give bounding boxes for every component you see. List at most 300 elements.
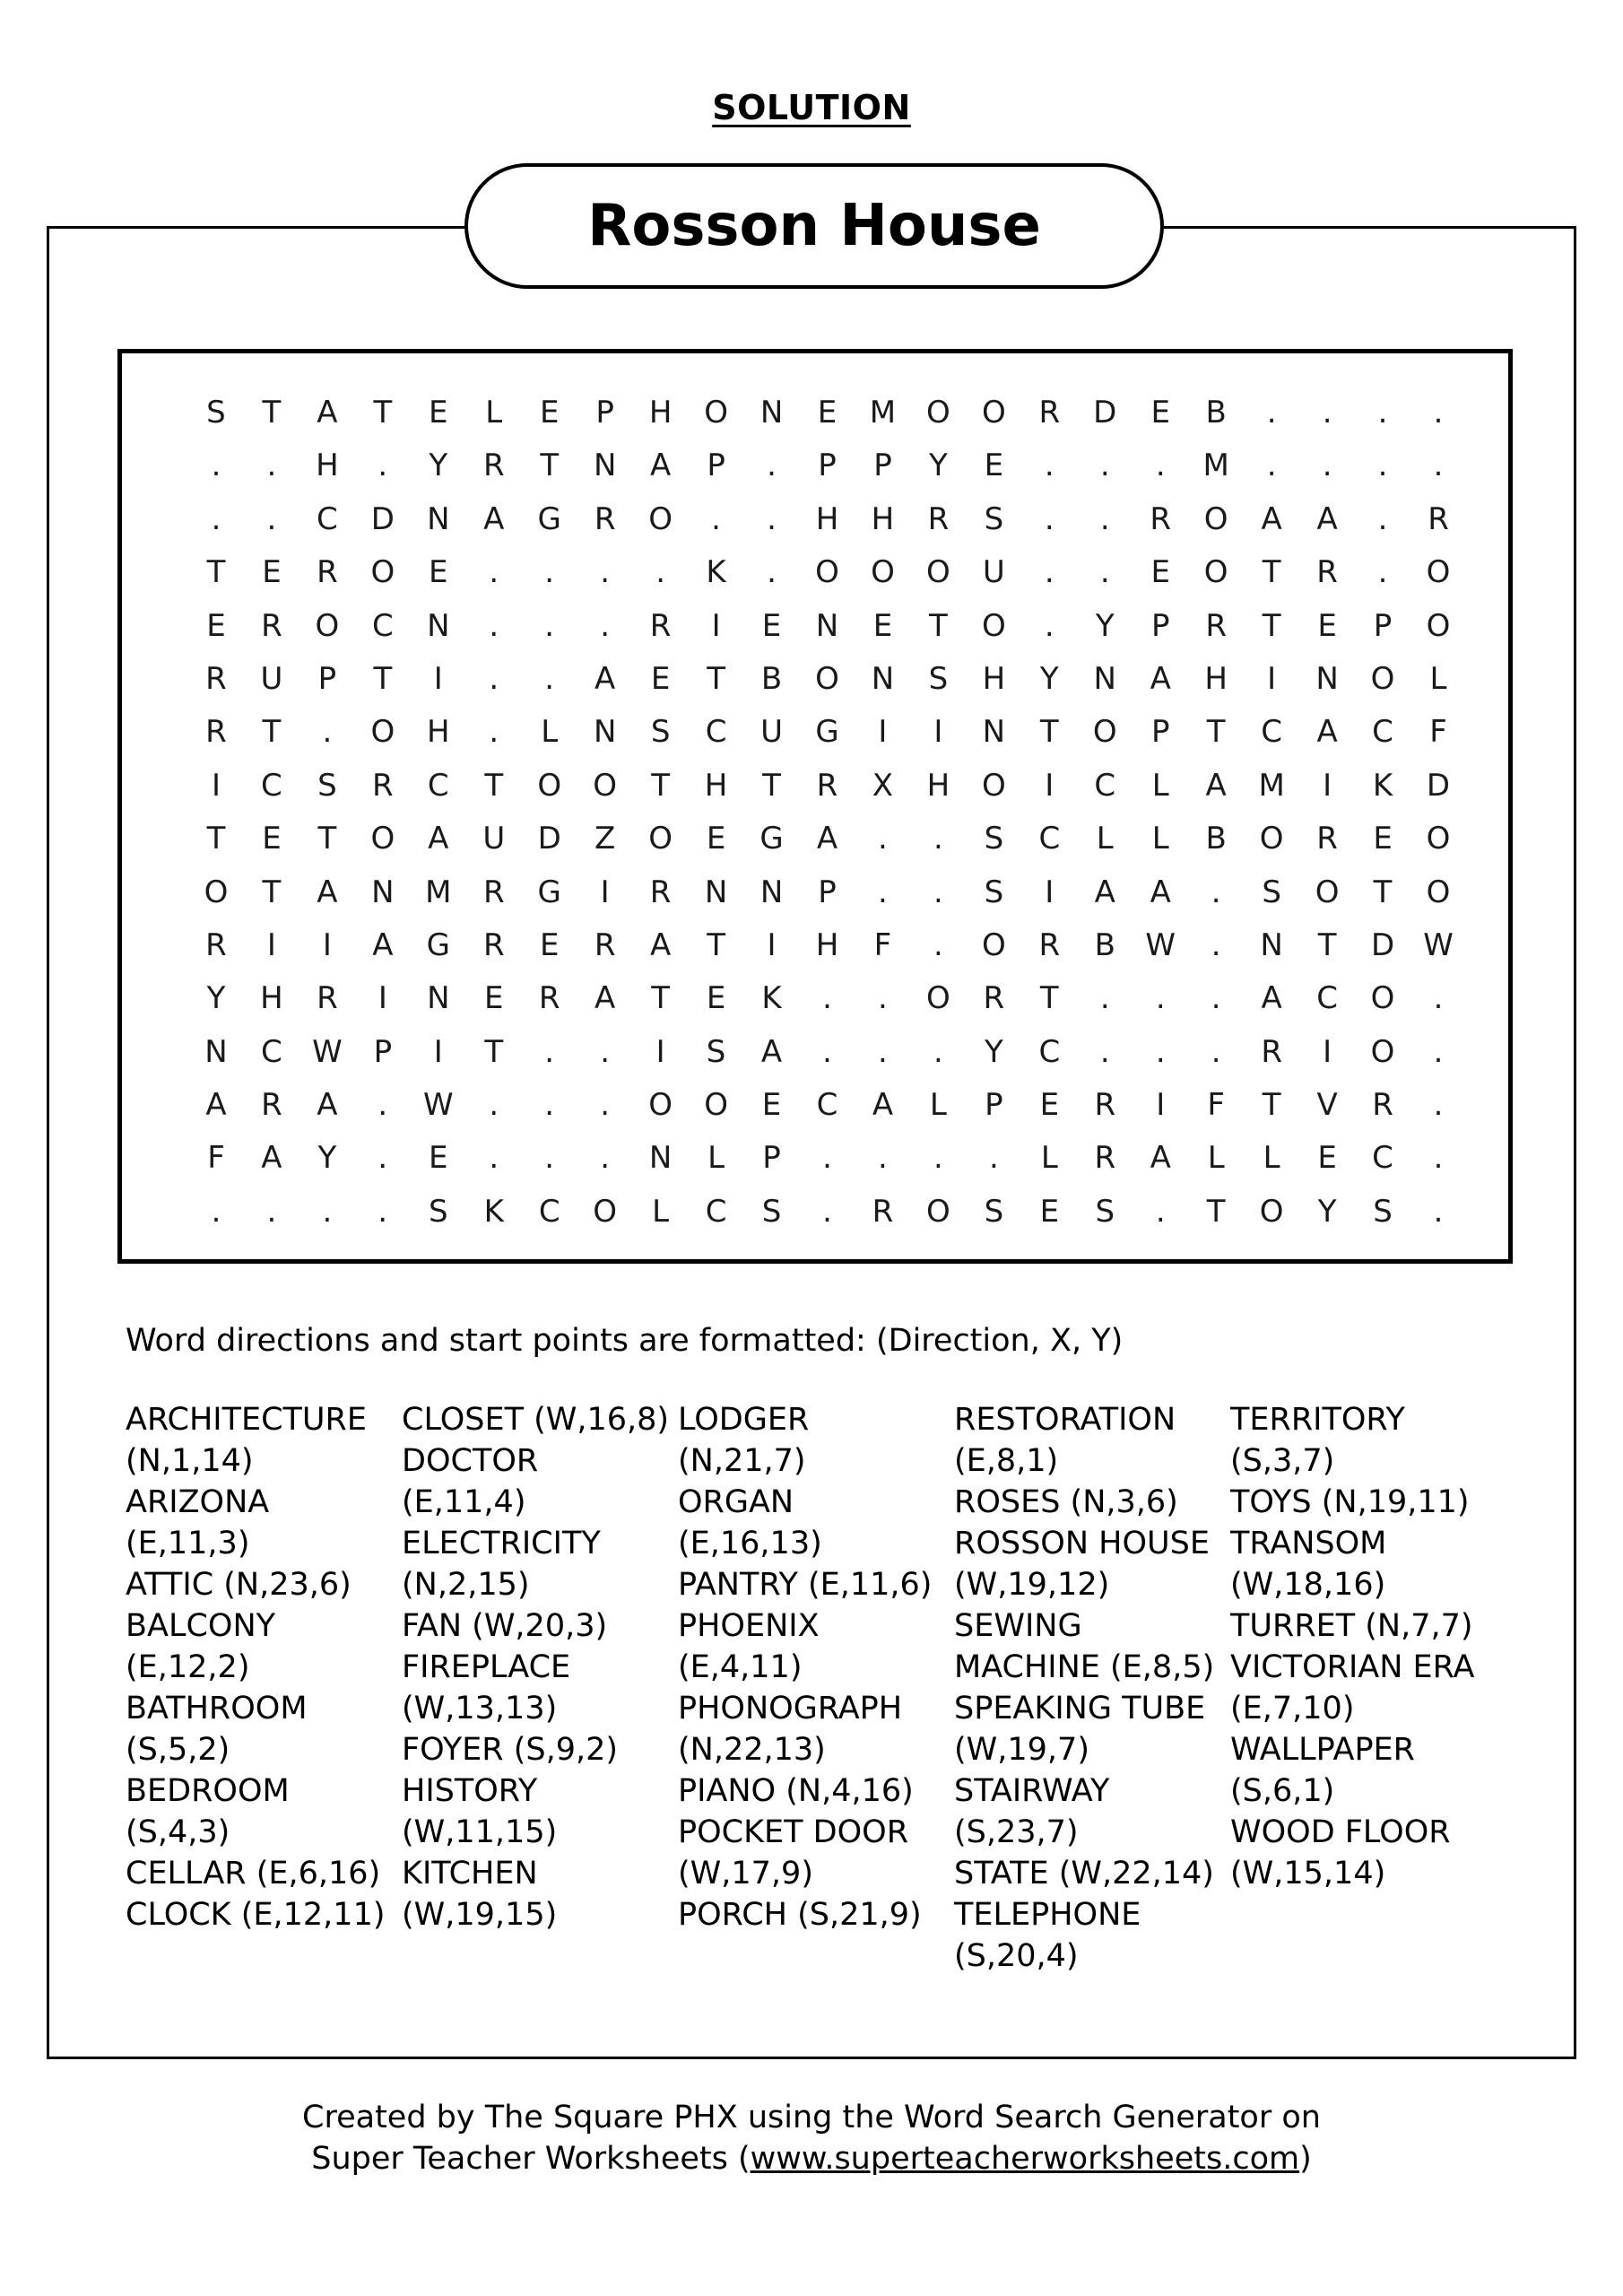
grid-cell: O <box>648 500 673 537</box>
grid-cell: K <box>706 554 726 591</box>
grid-cell: R <box>1316 554 1338 591</box>
grid-cell: E <box>761 1087 782 1124</box>
grid-cell: O <box>1370 660 1395 697</box>
grid-cell: R <box>1038 395 1061 430</box>
grid-cell: . <box>1211 980 1221 1017</box>
grid-cell: F <box>207 1140 225 1177</box>
word-column-1 <box>126 1399 386 1935</box>
grid-cell: . <box>1433 1193 1444 1230</box>
word-entry: (S,20,4) <box>954 1938 1079 1974</box>
grid-cell: N <box>427 607 450 644</box>
grid-cell: U <box>760 714 783 751</box>
word-entry: (W,19,12) <box>954 1567 1110 1603</box>
grid-cell: E <box>484 980 504 1017</box>
grid-cell: T <box>1262 554 1281 591</box>
grid-cell: R <box>649 874 672 910</box>
grid-cell: . <box>767 500 777 537</box>
grid-cell: . <box>1044 607 1055 644</box>
grid-cell: A <box>1150 660 1171 697</box>
grid-cell: O <box>704 1087 728 1124</box>
grid-cell: Y <box>1039 660 1059 697</box>
website-link[interactable]: www.superteacherworksheets.com <box>750 2141 1300 2177</box>
grid-cell: . <box>600 607 611 644</box>
grid-cell: H <box>427 714 450 751</box>
grid-cell: T <box>373 660 393 697</box>
grid-cell: O <box>981 926 1006 963</box>
grid-cell: B <box>1205 395 1227 430</box>
grid-cell: E <box>539 395 560 430</box>
grid-cell: . <box>1155 1033 1166 1070</box>
word-entry: FOYER (S,9,2) <box>402 1732 619 1768</box>
word-entry: BALCONY <box>126 1608 276 1644</box>
grid-cell: A <box>317 874 338 910</box>
word-entry: ORGAN <box>678 1484 794 1520</box>
grid-cell: . <box>655 554 666 591</box>
grid-cell: R <box>1428 500 1449 537</box>
worksheet-title: Rosson House <box>464 163 1164 289</box>
grid-cell: U <box>260 660 283 697</box>
word-column-3 <box>678 1399 932 1935</box>
grid-cell: . <box>767 554 777 591</box>
footer-source-prefix: Super Teacher Worksheets ( <box>311 2141 751 2177</box>
grid-cell: D <box>537 821 561 857</box>
grid-cell: T <box>206 554 226 591</box>
grid-cell: C <box>1372 1140 1393 1177</box>
grid-cell: N <box>982 714 1006 751</box>
grid-cell: A <box>1205 767 1227 804</box>
grid-cell: N <box>704 874 728 910</box>
grid-cell: . <box>1322 448 1332 484</box>
word-entry: BEDROOM <box>126 1773 290 1809</box>
grid-cell: T <box>1206 714 1226 751</box>
grid-cell: . <box>322 1193 333 1230</box>
word-entry: WOOD FLOOR <box>1230 1814 1451 1850</box>
grid-cell: M <box>1258 767 1285 804</box>
solution-label: SOLUTION <box>712 88 911 127</box>
puzzle-grid <box>188 387 1466 1248</box>
grid-cell: R <box>1094 1140 1116 1177</box>
grid-cell: C <box>816 1087 838 1124</box>
word-entry: TERRITORY <box>1230 1402 1405 1438</box>
word-entry: POCKET DOOR <box>678 1814 909 1850</box>
grid-cell: I <box>933 714 943 751</box>
word-entry: (E,16,13) <box>678 1526 822 1561</box>
grid-cell: A <box>428 821 449 857</box>
grid-cell: O <box>204 874 229 910</box>
grid-cell: . <box>211 1193 221 1230</box>
grid-cell: W <box>422 1087 454 1124</box>
grid-cell: . <box>1433 980 1444 1017</box>
word-entry: (S,23,7) <box>954 1814 1079 1850</box>
grid-cell: T <box>1039 980 1059 1017</box>
word-entry: PHONOGRAPH <box>678 1691 903 1726</box>
grid-cell: Y <box>984 1033 1003 1070</box>
footer-source <box>0 2138 1623 2179</box>
word-entry: TELEPHONE <box>954 1897 1141 1933</box>
grid-cell: . <box>878 1140 888 1177</box>
word-entry: (S,4,3) <box>126 1814 230 1850</box>
grid-cell: . <box>933 874 943 910</box>
footer-credit: Created by The Square PHX using the Word Search Generator on <box>302 2100 1321 2135</box>
grid-cell: . <box>1211 926 1221 963</box>
grid-cell: C <box>705 1193 727 1230</box>
grid-cell: O <box>926 1193 950 1230</box>
grid-cell: . <box>767 448 777 484</box>
grid-cell: O <box>981 395 1006 430</box>
grid-cell: A <box>760 1033 783 1070</box>
grid-cell: F <box>1429 714 1447 751</box>
grid-cell: . <box>600 1033 611 1070</box>
grid-cell: I <box>1045 874 1055 910</box>
grid-cell: . <box>266 1193 277 1230</box>
grid-cell: W <box>1145 926 1176 963</box>
grid-cell: N <box>648 1140 673 1177</box>
grid-cell: R <box>372 767 394 804</box>
word-entry: ARCHITECTURE <box>126 1402 367 1438</box>
grid-cell: N <box>815 607 839 644</box>
word-entry: PHOENIX <box>678 1608 820 1644</box>
word-entry: DOCTOR <box>402 1443 539 1479</box>
grid-cell: E <box>872 607 893 644</box>
grid-cell: Y <box>929 448 948 484</box>
word-entry: (N,1,14) <box>126 1443 254 1479</box>
grid-cell: N <box>759 395 784 430</box>
grid-cell: I <box>711 607 721 644</box>
grid-cell: I <box>600 874 610 910</box>
grid-cell: L <box>1151 821 1169 857</box>
grid-cell: N <box>427 500 450 537</box>
grid-cell: R <box>205 660 227 697</box>
word-entry: ROSES (N,3,6) <box>954 1484 1178 1520</box>
word-entry: (N,22,13) <box>678 1732 826 1768</box>
grid-cell: N <box>1315 660 1339 697</box>
grid-cell: I <box>767 926 777 963</box>
grid-cell: F <box>1207 1087 1225 1124</box>
word-entry: ARIZONA <box>126 1484 270 1520</box>
grid-cell: R <box>261 607 282 644</box>
grid-cell: U <box>482 821 506 857</box>
grid-cell: C <box>538 1193 560 1230</box>
grid-cell: T <box>262 874 282 910</box>
grid-cell: H <box>815 500 839 537</box>
grid-cell: R <box>594 500 616 537</box>
grid-cell: T <box>540 448 560 484</box>
grid-cell: R <box>205 926 227 963</box>
grid-cell: . <box>878 821 888 857</box>
grid-cell: . <box>1044 554 1055 591</box>
grid-cell: O <box>537 767 562 804</box>
grid-cell: V <box>1316 1087 1338 1124</box>
word-entry: STAIRWAY <box>954 1773 1110 1809</box>
grid-cell: O <box>1259 821 1284 857</box>
grid-cell: T <box>651 980 670 1017</box>
grid-cell: . <box>1322 395 1332 430</box>
grid-cell: I <box>1156 1087 1166 1124</box>
grid-cell: L <box>485 395 503 430</box>
grid-cell: G <box>426 926 450 963</box>
grid-cell: Z <box>595 821 616 857</box>
grid-cell: . <box>211 448 221 484</box>
grid-cell: P <box>1150 714 1170 751</box>
grid-cell: N <box>759 874 784 910</box>
grid-cell: R <box>317 980 338 1017</box>
grid-cell: . <box>378 1193 388 1230</box>
grid-cell: R <box>1261 1033 1282 1070</box>
grid-cell: Y <box>317 1140 337 1177</box>
grid-cell: K <box>761 980 782 1017</box>
word-entry: BATHROOM <box>126 1691 308 1726</box>
grid-cell: A <box>317 395 338 430</box>
grid-cell: A <box>317 1087 338 1124</box>
grid-cell: P <box>1150 607 1170 644</box>
grid-cell: S <box>928 660 949 697</box>
grid-cell: S <box>429 1193 448 1230</box>
grid-cell: O <box>815 554 839 591</box>
grid-cell: I <box>1045 767 1055 804</box>
grid-cell: . <box>544 607 555 644</box>
grid-cell: . <box>1433 1087 1444 1124</box>
grid-cell: . <box>822 1140 832 1177</box>
grid-cell: H <box>316 448 339 484</box>
grid-cell: C <box>1316 980 1338 1017</box>
word-entry: ROSSON HOUSE <box>954 1526 1210 1561</box>
grid-cell: R <box>1150 500 1172 537</box>
word-entry: (W,11,15) <box>402 1814 558 1850</box>
grid-cell: . <box>1433 1033 1444 1070</box>
grid-cell: C <box>1094 767 1116 804</box>
grid-cell: R <box>482 874 505 910</box>
grid-cell: T <box>206 821 226 857</box>
grid-cell: Y <box>206 980 226 1017</box>
word-entry: RESTORATION <box>954 1402 1176 1438</box>
grid-cell: . <box>489 607 499 644</box>
grid-cell: N <box>871 660 895 697</box>
word-entry: HISTORY <box>402 1773 538 1809</box>
word-entry: (W,15,14) <box>1230 1856 1386 1892</box>
grid-cell: O <box>370 714 395 751</box>
grid-cell: . <box>1433 395 1444 430</box>
grid-cell: E <box>1150 554 1170 591</box>
grid-cell: . <box>1211 874 1221 910</box>
grid-cell: O <box>1259 1193 1284 1230</box>
grid-cell: H <box>1204 660 1228 697</box>
grid-cell: H <box>926 767 950 804</box>
grid-cell: . <box>878 874 888 910</box>
grid-cell: N <box>204 1033 228 1070</box>
word-entry: TURRET (N,7,7) <box>1230 1608 1473 1644</box>
word-entry: PIANO (N,4,16) <box>678 1773 914 1809</box>
grid-cell: . <box>878 980 888 1017</box>
grid-cell: O <box>370 554 395 591</box>
grid-cell: S <box>317 767 337 804</box>
grid-cell: R <box>538 980 560 1017</box>
grid-cell: P <box>1373 607 1393 644</box>
grid-cell: R <box>1038 926 1061 963</box>
grid-cell: E <box>262 821 282 857</box>
grid-cell: T <box>707 660 725 697</box>
grid-cell: H <box>648 395 673 430</box>
grid-cell: O <box>593 1193 618 1230</box>
grid-cell: E <box>1317 607 1337 644</box>
grid-cell: . <box>1377 554 1388 591</box>
grid-cell: O <box>1315 874 1340 910</box>
grid-cell: T <box>262 395 282 430</box>
word-entry: (E,7,10) <box>1230 1691 1355 1726</box>
grid-cell: M <box>425 874 452 910</box>
grid-cell: . <box>1266 448 1277 484</box>
grid-cell: R <box>1372 1087 1393 1124</box>
grid-cell: S <box>1095 1193 1115 1230</box>
grid-cell: A <box>372 926 394 963</box>
grid-cell: C <box>317 500 338 537</box>
grid-cell: A <box>595 660 616 697</box>
grid-cell: O <box>704 395 728 430</box>
grid-cell: . <box>1044 448 1055 484</box>
grid-cell: L <box>541 714 559 751</box>
grid-cell: E <box>1039 1193 1060 1230</box>
grid-cell: S <box>984 874 1004 910</box>
word-entry: (W,19,7) <box>954 1732 1089 1768</box>
grid-cell: D <box>1093 395 1117 430</box>
grid-cell: R <box>649 607 672 644</box>
grid-cell: M <box>869 395 897 430</box>
grid-cell: . <box>322 714 333 751</box>
directions-note: Word directions and start points are formatted: (Direction, X, Y) <box>126 1323 1124 1359</box>
grid-cell: O <box>1426 821 1451 857</box>
grid-cell: E <box>539 926 560 963</box>
grid-cell: E <box>262 554 282 591</box>
grid-cell: L <box>1096 821 1114 857</box>
grid-cell: R <box>1316 821 1338 857</box>
grid-cell: B <box>760 660 783 697</box>
grid-cell: O <box>871 554 895 591</box>
word-entry: (E,8,1) <box>954 1443 1059 1479</box>
grid-cell: C <box>371 607 394 644</box>
grid-cell: . <box>1099 1033 1110 1070</box>
word-entry: ATTIC (N,23,6) <box>126 1567 352 1603</box>
grid-cell: . <box>489 660 499 697</box>
grid-cell: I <box>433 660 443 697</box>
grid-cell: . <box>933 1140 943 1177</box>
grid-cell: G <box>759 821 784 857</box>
grid-cell: D <box>370 500 395 537</box>
grid-cell: O <box>593 767 618 804</box>
grid-cell: . <box>489 554 499 591</box>
grid-cell: R <box>872 1193 894 1230</box>
word-entry: (W,19,15) <box>402 1897 558 1933</box>
grid-cell: O <box>1426 874 1451 910</box>
word-entry: (E,12,2) <box>126 1649 250 1685</box>
grid-cell: M <box>1202 448 1229 484</box>
grid-cell: I <box>878 714 888 751</box>
grid-cell: O <box>1203 554 1228 591</box>
grid-cell: A <box>1261 980 1282 1017</box>
grid-cell: R <box>482 448 505 484</box>
grid-cell: T <box>651 767 670 804</box>
grid-cell: O <box>926 554 950 591</box>
grid-cell: L <box>1207 1140 1225 1177</box>
word-column-2 <box>402 1399 669 1935</box>
grid-cell: . <box>544 1087 555 1124</box>
grid-cell: P <box>373 1033 393 1070</box>
grid-cell: A <box>483 500 505 537</box>
grid-cell: . <box>1099 500 1110 537</box>
grid-cell: C <box>1038 821 1061 857</box>
grid-cell: E <box>1150 395 1170 430</box>
grid-cell: . <box>489 1087 499 1124</box>
grid-cell: . <box>1155 1193 1166 1230</box>
grid-cell: E <box>650 660 671 697</box>
grid-cell: . <box>544 660 555 697</box>
grid-cell: E <box>706 821 726 857</box>
grid-cell: A <box>1150 1140 1171 1177</box>
grid-cell: G <box>815 714 839 751</box>
grid-cell: P <box>818 874 837 910</box>
grid-cell: A <box>816 821 838 857</box>
grid-cell: . <box>489 1140 499 1177</box>
grid-cell: T <box>1262 607 1281 644</box>
grid-cell: O <box>370 821 395 857</box>
grid-cell: . <box>544 1140 555 1177</box>
grid-cell: A <box>872 1087 894 1124</box>
grid-cell: . <box>544 554 555 591</box>
word-entry: FIREPLACE <box>402 1649 571 1685</box>
footer-source-suffix: ) <box>1299 2141 1312 2177</box>
word-entry: (S,5,2) <box>126 1732 230 1768</box>
grid-cell: E <box>817 395 838 430</box>
grid-cell: . <box>489 714 499 751</box>
grid-cell: . <box>211 500 221 537</box>
grid-cell: O <box>981 767 1006 804</box>
grid-cell: T <box>1039 714 1059 751</box>
grid-cell: R <box>927 500 950 537</box>
grid-cell: A <box>1316 714 1338 751</box>
grid-cell: E <box>206 607 226 644</box>
grid-cell: . <box>822 1193 832 1230</box>
grid-cell: I <box>433 1033 443 1070</box>
grid-cell: . <box>1266 395 1277 430</box>
grid-cell: P <box>873 448 892 484</box>
word-entry: (N,21,7) <box>678 1443 806 1479</box>
grid-cell: O <box>1426 554 1451 591</box>
grid-cell: D <box>1426 767 1451 804</box>
grid-cell: L <box>929 1087 947 1124</box>
grid-cell: C <box>427 767 449 804</box>
grid-cell: . <box>1377 395 1388 430</box>
grid-cell: T <box>373 395 393 430</box>
grid-cell: . <box>1044 500 1055 537</box>
grid-cell: . <box>378 1140 388 1177</box>
grid-cell: N <box>593 714 617 751</box>
word-column-5 <box>1230 1399 1474 1894</box>
grid-cell: A <box>649 926 672 963</box>
grid-cell: C <box>261 1033 282 1070</box>
grid-cell: R <box>261 1087 282 1124</box>
grid-cell: T <box>1206 1193 1226 1230</box>
grid-cell: . <box>1377 500 1388 537</box>
word-entry: TOYS (N,19,11) <box>1230 1484 1470 1520</box>
grid-cell: L <box>1151 767 1169 804</box>
grid-cell: H <box>982 660 1006 697</box>
word-entry: (W,18,16) <box>1230 1567 1386 1603</box>
grid-cell: T <box>1262 1087 1281 1124</box>
grid-cell: R <box>1094 1087 1116 1124</box>
grid-cell: E <box>984 448 1004 484</box>
grid-cell: O <box>1370 980 1395 1017</box>
grid-cell: P <box>762 1140 781 1177</box>
word-entry: (N,2,15) <box>402 1567 530 1603</box>
grid-cell: . <box>544 1033 555 1070</box>
